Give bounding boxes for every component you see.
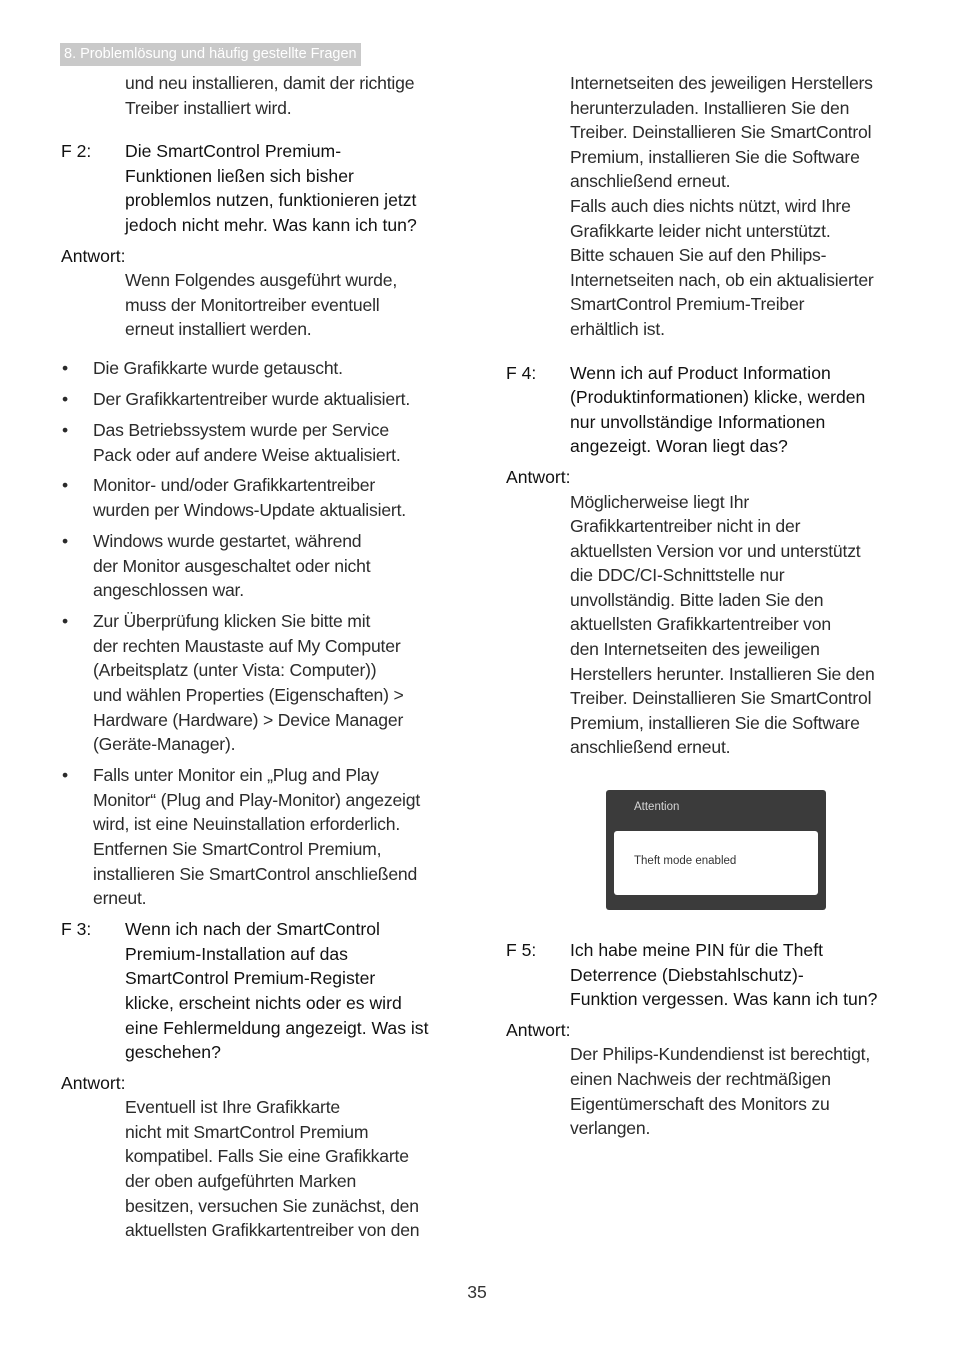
bullet-icon: • <box>62 357 68 378</box>
question-f2 <box>61 139 451 237</box>
bullet-icon: • <box>62 388 68 409</box>
bullet-icon: • <box>62 765 68 786</box>
dialog-message-panel <box>614 831 818 895</box>
dialog-message: Theft mode enabled <box>634 855 737 867</box>
list-item: • Die Grafikkarte wurde getauscht. <box>61 356 451 381</box>
intro-text: und neu installieren, damit der richtige Treiber installiert wird. <box>125 73 415 118</box>
bullet-icon: • <box>62 475 68 496</box>
dialog-title: Attention <box>634 801 680 813</box>
question-number: F 3: <box>61 919 92 940</box>
right-column <box>506 71 906 1141</box>
bullet-icon: • <box>62 419 68 440</box>
question-text: Wenn ich nach der SmartControl Premium-Installation auf das SmartControl Premium-Register klicke, erscheint nichts oder es wird eine Fehlermeldung angezeigt. Was ist geschehen? <box>125 919 429 1063</box>
answer-text: Der Philips-Kundendienst ist berechtigt, einen Nachweis der rechtmäßigen Eigentümerschaft des Monitors zu verlangen. <box>570 1044 871 1139</box>
continued-answer-text: Internetseiten des jeweiligen Herstellers herunterzuladen. Installieren Sie den Treiber. Deinstallieren Sie SmartControl Premium, installieren Sie die Software anschließend erneut. Falls auch dies nichts nützt, wird Ihre Grafikkarte leider nicht unterstützt. Bitte schauen Sie auf den Philips- Internetseiten nach, ob ein aktualisierter SmartControl Premium-Treiber erhältlich ist. <box>570 73 874 339</box>
list-item: • Das Betriebssystem wurde per Service Pack oder auf andere Weise aktualisiert. <box>62 419 401 465</box>
answer-label: Antwort: <box>61 245 126 266</box>
bullet-icon: • <box>62 531 68 552</box>
question-text: Ich habe meine PIN für die Theft Deterrence (Diebstahlschutz)- Funktion vergessen. Was kann ich tun? <box>570 940 878 1010</box>
answer-label: Antwort: <box>506 466 571 487</box>
list-item: • Falls unter Monitor ein „Plug and Play Monitor“ (Plug and Play-Monitor) angezeigt wird, ist eine Neuinstallation erforderlich. Entfernen Sie SmartControl Premium, installieren Sie SmartControl anschließend erneut. <box>62 765 421 909</box>
page-number: 35 <box>467 1282 487 1302</box>
list-item: • Monitor- und/oder Grafikkartentreiber wurden per Windows-Update aktualisiert. <box>62 475 406 521</box>
answer-text: Wenn Folgendes ausgeführt wurde, muss der Monitortreiber eventuell erneut installiert werden. <box>125 270 398 340</box>
answer-label: Antwort: <box>61 1072 126 1093</box>
answer-text: Möglicherweise liegt Ihr Grafikkartentreiber nicht in der aktuellsten Version vor und unterstützt die DDC/CI-Schnittstelle nur unvollständig. Bitte laden Sie den aktuellsten Grafikkartentreiber von den Internetseiten des jeweiligen Herstellers herunter. Installieren Sie den Treiber. Deinstallieren Sie SmartControl Premium, installieren Sie die Software anschließend erneut. <box>570 491 875 758</box>
question-f5 <box>506 938 906 1012</box>
list-item: • Windows wurde gestartet, während der Monitor ausgeschaltet oder nicht angeschlossen war. <box>62 531 371 601</box>
question-number: F 5: <box>506 940 537 961</box>
answer-text: Eventuell ist Ihre Grafikkarte nicht mit SmartControl Premium kompatibel. Falls Sie eine Grafikkarte der oben aufgeführten Marken besitzen, versuchen Sie zunächst, den aktuellsten Grafikkartentreiber von den <box>125 1097 420 1241</box>
question-text: Wenn ich auf Product Information (Produktinformationen) klicke, werden nur unvollständige Informationen angezeigt. Woran liegt das? <box>570 362 866 457</box>
question-f3 <box>61 917 451 1065</box>
question-number: F 4: <box>506 362 537 383</box>
answer-label: Antwort: <box>506 1019 571 1040</box>
question-text: Die SmartControl Premium- Funktionen ließen sich bisher problemlos nutzen, funktionieren jetzt jedoch nicht mehr. Was kann ich tun? <box>125 141 417 235</box>
left-column <box>61 71 451 1243</box>
question-number: F 2: <box>61 141 92 162</box>
bullet-icon: • <box>62 611 68 632</box>
attention-dialog <box>606 790 826 910</box>
section-header: 8. Problemlösung und häufig gestellte Fragen <box>60 43 361 66</box>
list-item: • Zur Überprüfung klicken Sie bitte mit der rechten Maustaste auf My Computer (Arbeitsplatz (unter Vista: Computer)) und wählen Properties (Eigenschaften) > Hardware (Hardware) > Device Manager (Geräte-Manager). <box>62 611 404 755</box>
list-item: • Der Grafikkartentreiber wurde aktualisiert. <box>61 387 451 412</box>
bullet-list <box>61 356 451 911</box>
question-f4 <box>506 361 906 459</box>
